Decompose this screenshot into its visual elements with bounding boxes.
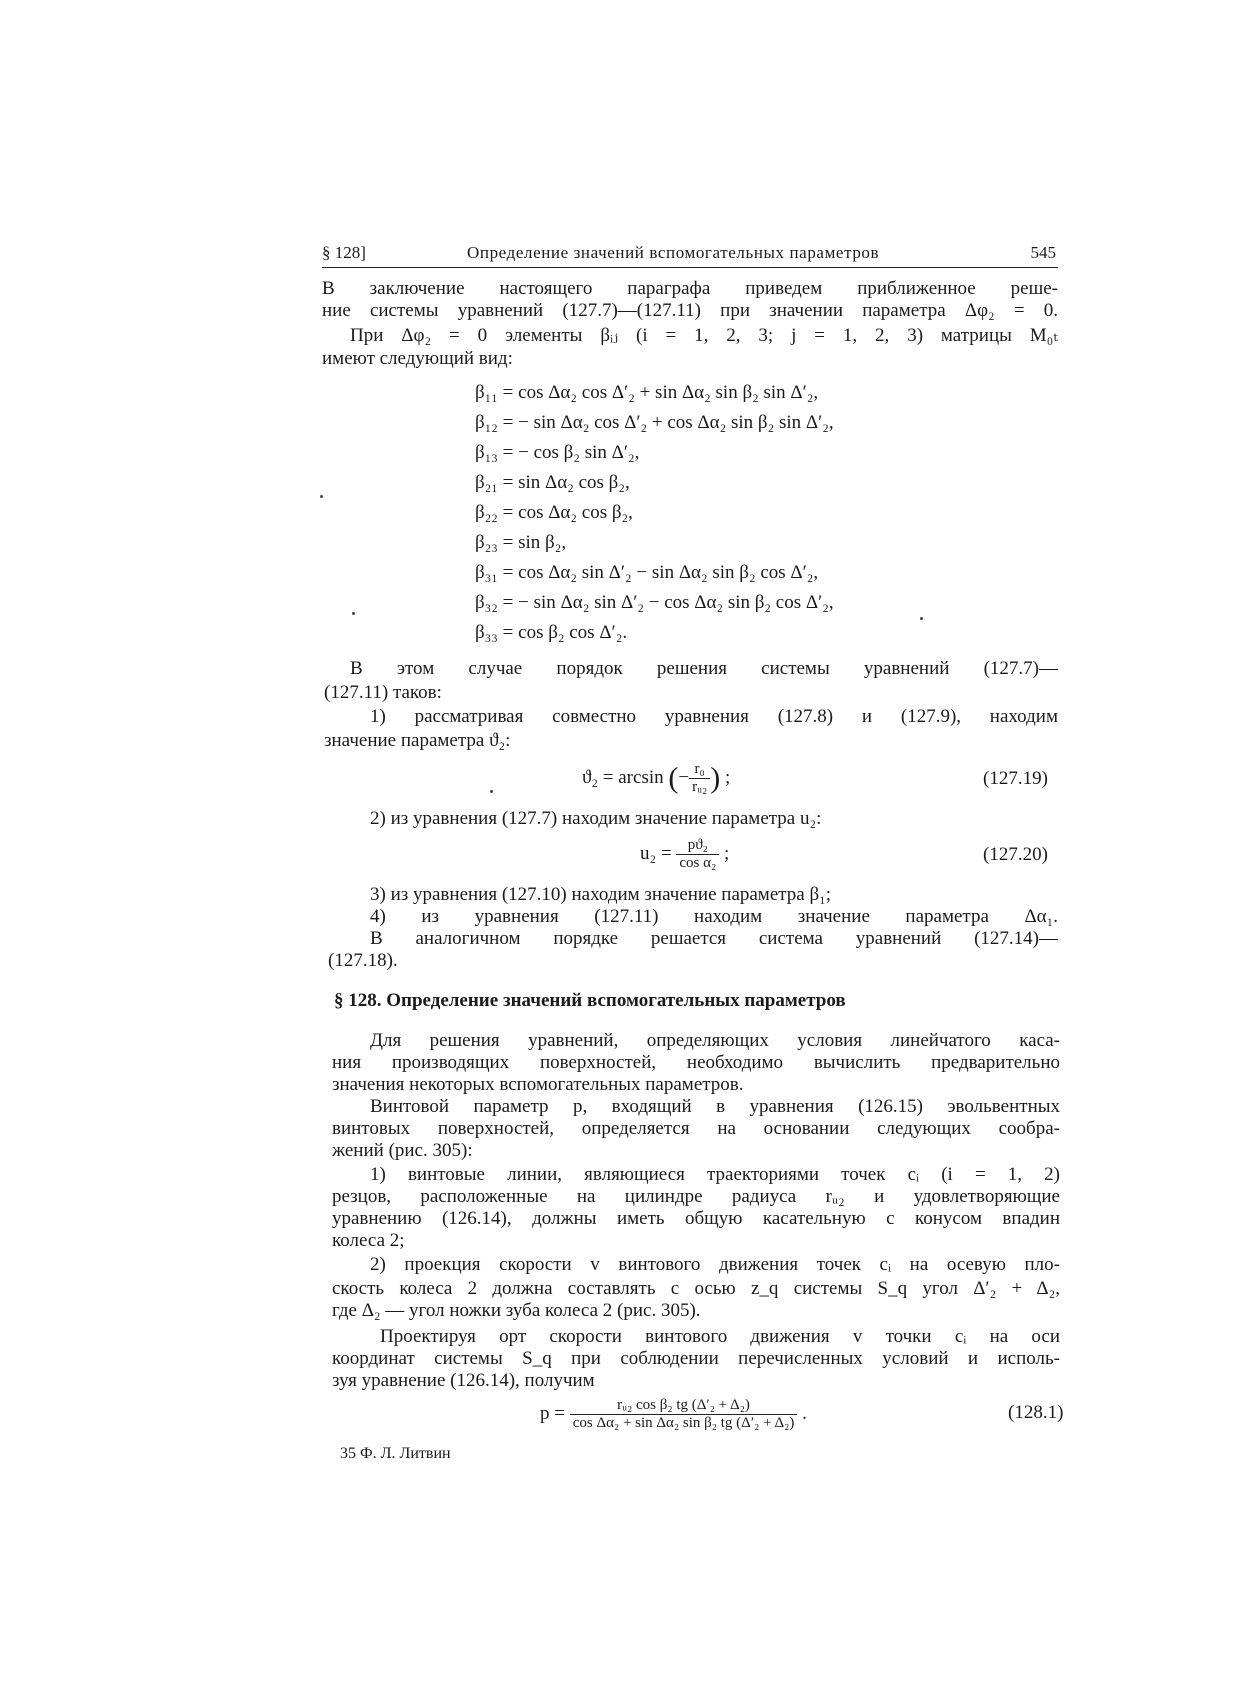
header-section-ref: § 128] [322, 243, 366, 262]
condition-2-line-1: 2) проекция скорости v винтового движения точек cᵢ на осевую пло- [370, 1254, 1060, 1275]
p3-line-3: зуя уравнение (126.14), получим [332, 1370, 595, 1391]
equation-beta-33: β₃₃ = cos β₂ cos Δ′₂. [475, 622, 628, 643]
eq20-lhs: u₂ = [640, 843, 672, 864]
eq20-tail: ; [723, 843, 730, 864]
intro-line-2: ние системы уравнений (127.7)—(127.11) при значении параметра Δφ₂ = 0. [322, 300, 1058, 321]
eq20-numerator: pϑ₂ [676, 837, 719, 855]
eq19-fraction [689, 761, 710, 796]
equation-number-127-19: (127.19) [983, 768, 1048, 789]
eq19-denominator: rᵤ₂ [692, 779, 708, 796]
condition-1-line-2: резцов, расположенные на цилиндре радиуса rᵤ₂ и удовлетворяющие [332, 1186, 1060, 1207]
equation-128-1 [540, 1392, 807, 1436]
analog-line-2: (127.18). [328, 950, 398, 971]
equation-beta-31: β₃₁ = cos Δα₂ sin Δ′₂ − sin Δα₂ sin β₂ cos Δ′₂, [475, 562, 819, 583]
p2-line-1: Винтовой параметр p, входящий в уравнения (126.15) эвольвентных [370, 1096, 1060, 1117]
p3-line-1: Проектируя орт скорости винтового движения v точки cᵢ на оси [380, 1326, 1060, 1347]
equation-beta-13: β₁₃ = − cos β₂ sin Δ′₂, [475, 442, 640, 463]
p2-line-3: жений (рис. 305): [332, 1140, 473, 1161]
print-speck [352, 612, 355, 615]
eq20-denominator: cos α₂ [679, 855, 717, 872]
condition-1-line-1: 1) винтовые линии, являющиеся траекториями точек cᵢ (i = 1, 2) [370, 1164, 1060, 1185]
order-line-2: (127.11) таков: [324, 682, 442, 703]
print-speck [490, 790, 493, 793]
eq281-denominator: cos Δα₂ + sin Δα₂ sin β₂ tg (Δ′₂ + Δ₂) [572, 1415, 795, 1432]
header-title: Определение значений вспомогательных параметров [467, 243, 880, 262]
eq19-minus: − [678, 767, 690, 788]
step-3: 3) из уравнения (127.10) находим значение параметра β₁; [370, 884, 832, 905]
analog-line-1: В аналогичном порядке решается система уравнений (127.14)— [370, 928, 1058, 949]
print-speck [320, 495, 323, 498]
eq19-tail: ; [724, 767, 731, 788]
equation-beta-32: β₃₂ = − sin Δα₂ sin Δ′₂ − cos Δα₂ sin β₂ cos Δ′₂, [475, 592, 834, 613]
equation-beta-11: β₁₁ = cos Δα₂ cos Δ′₂ + sin Δα₂ sin β₂ sin Δ′₂, [475, 382, 819, 403]
eq281-tail: . [802, 1403, 807, 1424]
intro-line-4: имеют следующий вид: [322, 348, 513, 369]
equation-beta-12: β₁₂ = − sin Δα₂ cos Δ′₂ + cos Δα₂ sin β₂ sin Δ′₂, [475, 412, 834, 433]
equation-127-19 [582, 758, 730, 799]
intro-line-3: При Δφ₂ = 0 элементы βᵢⱼ (i = 1, 2, 3; j = 1, 2, 3) матрицы M₀ₜ [350, 325, 1058, 346]
step-1-line-2: значение параметра ϑ₂: [324, 730, 511, 751]
p2-line-2: винтовых поверхностей, определяется на основании следующих сообра- [332, 1118, 1060, 1139]
eq19-open-paren: ( [668, 761, 679, 795]
page-number: 545 [1030, 243, 1056, 262]
condition-1-line-3: уравнению (126.14), должны иметь общую касательную с конусом впадин [332, 1208, 1060, 1229]
eq281-fraction [570, 1397, 798, 1432]
eq19-numerator: r₀ [689, 761, 710, 779]
p1-line-2: ния производящих поверхностей, необходимо вычислить предварительно [332, 1052, 1060, 1073]
section-heading: § 128. Определение значений вспомогательных параметров [334, 990, 846, 1011]
p1-line-1: Для решения уравнений, определяющих условия линейчатого каса- [370, 1030, 1060, 1051]
condition-2-line-3: где Δ₂ — угол ножки зуба колеса 2 (рис. 305). [332, 1300, 701, 1321]
eq20-fraction [676, 837, 719, 872]
p1-line-3: значения некоторых вспомогательных параметров. [332, 1074, 744, 1095]
eq281-numerator: rᵤ₂ cos β₂ tg (Δ′₂ + Δ₂) [570, 1397, 798, 1415]
step-4: 4) из уравнения (127.11) находим значение параметра Δα₁. [370, 906, 1058, 927]
p3-line-2: координат системы S_q при соблюдении перечисленных условий и исполь- [332, 1348, 1060, 1369]
equation-beta-22: β₂₂ = cos Δα₂ cos β₂, [475, 502, 633, 523]
step-2: 2) из уравнения (127.7) находим значение параметра u₂: [370, 808, 822, 829]
condition-2-line-2: скость колеса 2 должна составлять с осью z_q системы S_q угол Δ′₂ + Δ₂, [332, 1278, 1060, 1299]
equation-127-20 [640, 834, 729, 874]
footer-signature: 35 Ф. Л. Литвин [340, 1445, 451, 1462]
equation-number-127-20: (127.20) [983, 844, 1048, 865]
step-1-line-1: 1) рассматривая совместно уравнения (127.8) и (127.9), находим [370, 706, 1058, 727]
equation-beta-23: β₂₃ = sin β₂, [475, 532, 567, 553]
print-speck [920, 617, 923, 620]
order-line-1: В этом случае порядок решения системы уравнений (127.7)— [350, 658, 1058, 679]
eq19-close-paren: ) [710, 761, 721, 795]
equation-beta-21: β₂₁ = sin Δα₂ cos β₂, [475, 472, 630, 493]
running-header [322, 243, 1058, 268]
condition-1-line-4: колеса 2; [332, 1230, 405, 1251]
intro-line-1: В заключение настоящего параграфа приведем приближенное реше- [322, 278, 1058, 299]
eq19-lhs: ϑ₂ = arcsin [582, 767, 664, 788]
equation-number-128-1: (128.1) [1008, 1402, 1064, 1423]
eq281-lhs: p = [540, 1403, 565, 1424]
